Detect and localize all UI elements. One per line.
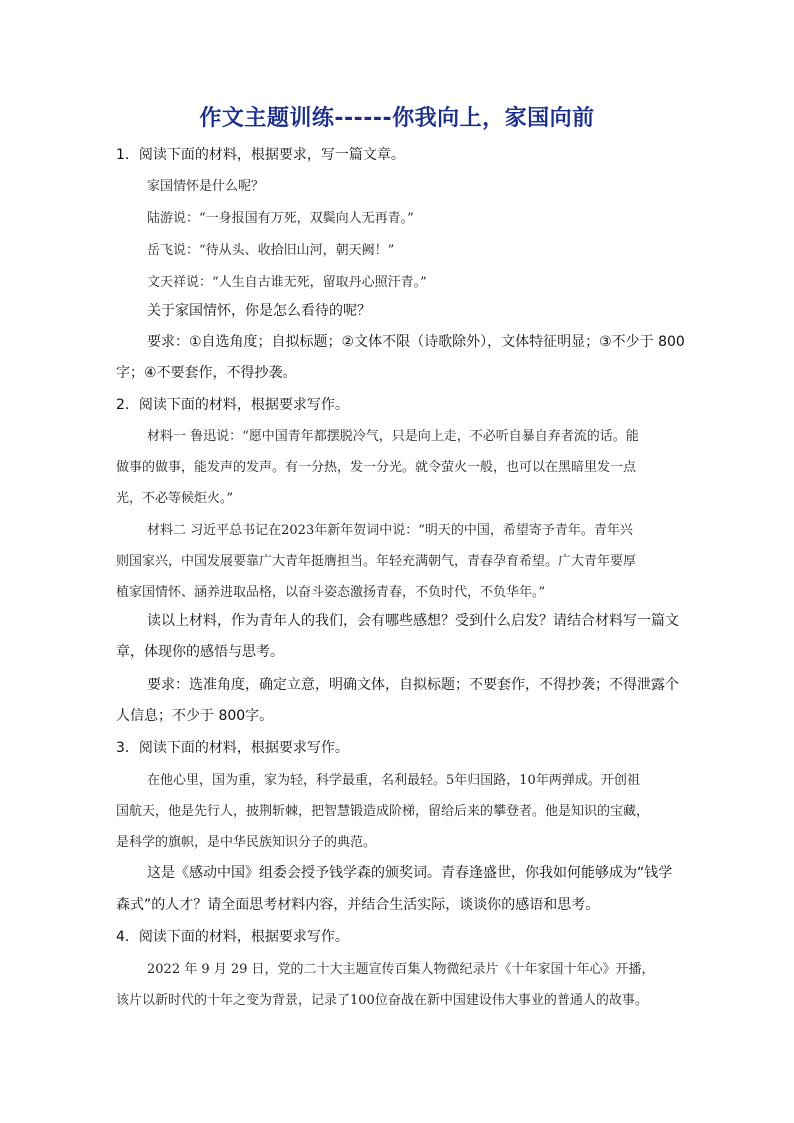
q4-material-line-1: 2022 年 9 月 29 日，党的二十大主题宣传百集人物微纪录片《十年家国十年心》开播， (147, 962, 655, 977)
q1-requirements-line-1: 要求：①自选角度；自拟标题；②文体不限（诗歌除外），文体特征明显；③不少于 800 (147, 334, 685, 350)
q2-requirements-line-1: 要求：选准角度，确定立意，明确文体，自拟标题；不要套作，不得抄袭；不得泄露个 (147, 677, 679, 693)
q3-task-line-2: 森式”的人才？请全面思考材料内容，并结合生活实际，谈谈你的感语和思考。 (116, 897, 600, 913)
q3-material-line-2: 国航天，他是先行人，披荆斩棘，把智慧锻造成阶梯，留给后来的攀登者。他是知识的宝藏， (116, 804, 650, 819)
question-2-prompt: 2．阅读下面的材料，根据要求写作。 (116, 397, 349, 413)
q2-material-1-line-1: 材料一 鲁迅说：“愿中国青年都摆脱冷气，只是向上走，不必听自暴自弃者流的话。能 (147, 429, 639, 444)
page-title: 作文主题训练------你我向上，家国向前 (199, 106, 595, 131)
q2-material-1-line-3: 光，不必等候炬火。” (116, 491, 234, 506)
q3-material-line-3: 是科学的旗帜，是中华民族知识分子的典范。 (116, 835, 377, 850)
q2-material-2-line-1: 材料二 习近平总书记在2023年新年贺词中说：“明天的中国，希望寄予青年。青年兴 (147, 523, 633, 538)
q1-material-line-2: 陆游说：“一身报国有万死，双鬓向人无再青。” (147, 211, 414, 226)
q3-material-line-1: 在他心里，国为重，家为轻，科学最重，名利最轻。5年归国路，10年两弹成。开创祖 (147, 773, 640, 788)
q2-material-2-line-2: 则国家兴，中国发展要靠广大青年挺膺担当。年轻充满朝气，青春孕育希望。广大青年要厚 (116, 554, 637, 569)
q2-material-1-line-2: 做事的做事，能发声的发声。有一分热，发一分光。就令萤火一般，也可以在黑暗里发一点 (116, 460, 637, 475)
q1-question-text: 关于家国情怀，你是怎么看待的呢？ (147, 303, 371, 319)
q3-task-line-1: 这是《感动中国》组委会授予钱学森的颁奖词。青春逢盛世，你我如何能够成为“钱学 (147, 865, 673, 881)
q1-requirements-line-2: 字；④不要套作，不得抄袭。 (116, 365, 297, 381)
q2-requirements-line-2: 人信息；不少于 800字。 (116, 708, 274, 724)
q2-task-line-1: 读以上材料，作为青年人的我们，会有哪些感想？受到什么启发？请结合材料写一篇文 (147, 613, 679, 629)
question-1-prompt: 1．阅读下面的材料，根据要求，写一篇文章。 (116, 147, 405, 163)
question-4-prompt: 4．阅读下面的材料，根据要求写作。 (116, 929, 349, 945)
q1-material-line-3: 岳飞说：“待从头、收拾旧山河，朝天阙！” (147, 243, 395, 258)
question-3-prompt: 3．阅读下面的材料，根据要求写作。 (116, 740, 349, 756)
q2-material-2-line-3: 植家国情怀、涵养进取品格，以奋斗姿态激扬青春，不负时代，不负华年。” (116, 585, 546, 600)
q4-material-line-2: 该片以新时代的十年之变为背景，记录了100位奋战在新中国建设伟大事业的普通人的故事。 (116, 993, 648, 1008)
q1-material-line-4: 文天祥说：“人生自古谁无死，留取丹心照汗青。” (147, 275, 427, 290)
q1-material-line-1: 家国情怀是什么呢？ (147, 179, 265, 194)
q2-task-line-2: 章，体现你的感悟与思考。 (116, 644, 284, 660)
